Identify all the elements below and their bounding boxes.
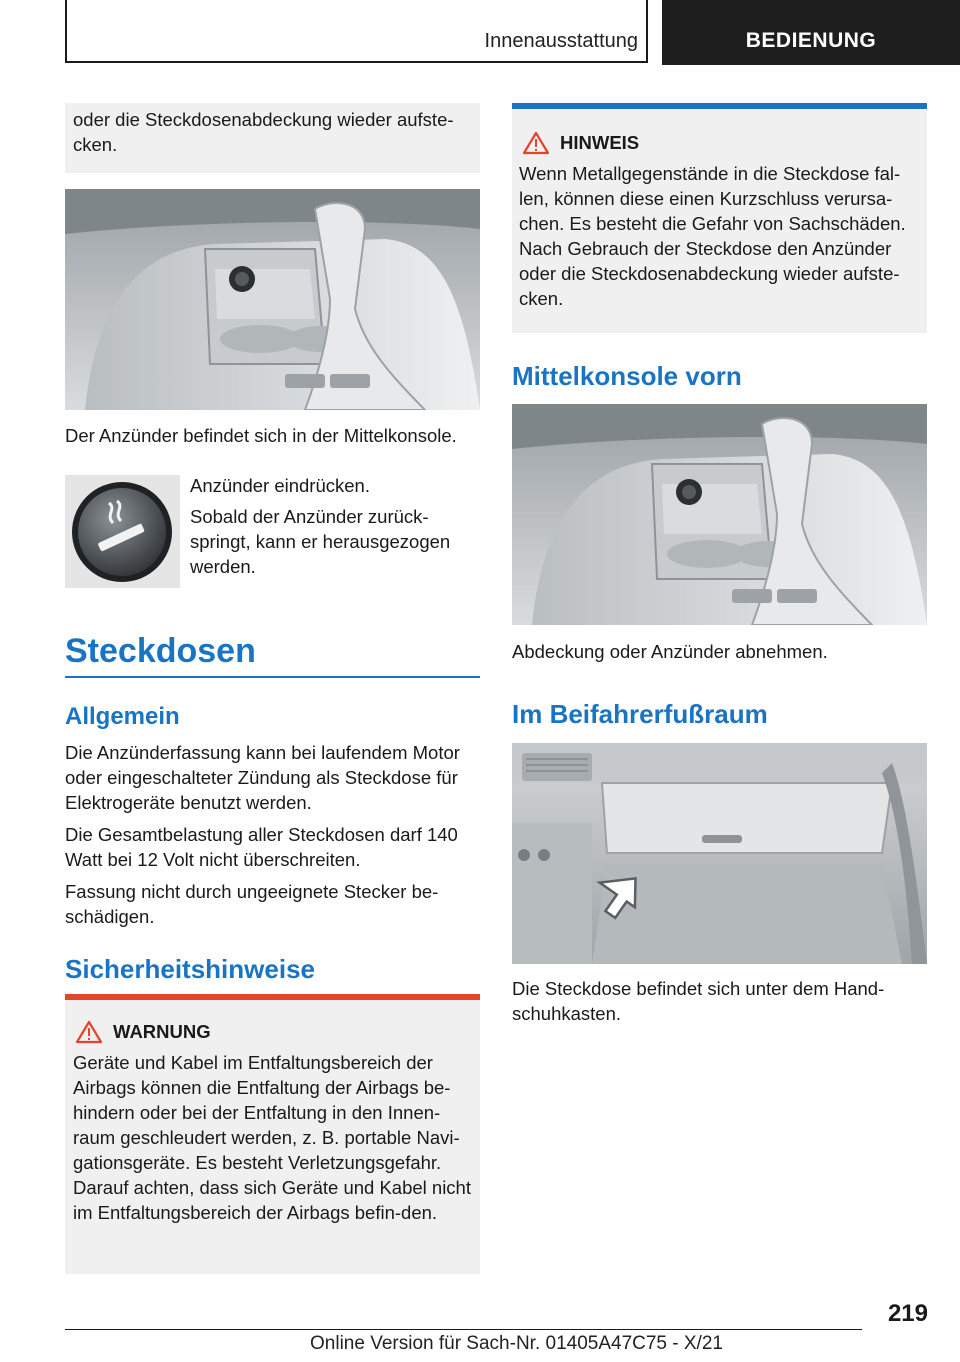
heading-sicherheitshinweise: Sicherheitshinweise [65,954,315,984]
center-console-lighter-photo [65,189,480,410]
photo1-caption: Der Anzünder befindet sich in der Mittelkonsole. [65,425,457,446]
warning-title-row [65,1000,480,1044]
center-console-socket-photo [512,404,927,625]
heading-allgemein: Allgemein [65,703,180,730]
photo2-caption: Abdeckung oder Anzünder abnehmen. [512,641,828,662]
heading-steckdosen: Steckdosen [65,632,256,670]
footer-rule [65,1329,862,1330]
warning-triangle-icon [75,1020,103,1044]
warning-box [65,994,480,1274]
hint-text: Wenn Metallgegenstände in die Steckdose fal‐len, können diese einen Kurzschluss verursa‐chen. Es besteht die Gefahr von Sachschäden. Nach Gebrauch der Steckdose den Anzünder oder die Steckdosenabdeckung wieder aufste‐cken. [519,163,906,309]
allgemein-paragraph-3: Fassung nicht durch ungeeignete Stecker be‐schädigen. [65,881,439,927]
passenger-footwell-photo [512,743,927,964]
lighter-icon-panel [65,475,180,588]
header-chapter-tab: BEDIENUNG [662,0,960,65]
heading-beifahrerfussraum: Im Beifahrerfußraum [512,699,768,729]
warning-text: Geräte und Kabel im Entfaltungsbereich der Airbags können die Entfaltung der Airbags be‐hindern oder bei der Entfaltung in den Innen‐raum geschleudert werden, z. B. portable Navi‐gationsgeräte. Es besteht Verletzungsgefahr. Darauf achten, dass sich Geräte und Kabel nicht im Entfaltungsbereich der Airbags befin‐den. [73,1052,471,1223]
page-number: 219 [887,1300,928,1327]
warning-title: WARNUNG [113,1021,211,1042]
footer-online-version: Online Version für Sach-Nr. 01405A47C75 - X/21 [310,1333,723,1354]
continued-note-text: oder die Steckdosenabdeckung wieder aufste‐cken. [73,109,454,155]
step-2: Sobald der Anzünder zurück‐springt, kann er herausgezogen werden. [190,506,451,577]
hint-title-row [512,109,927,155]
heading-mittelkonsole: Mittelkonsole vorn [512,361,742,391]
cigarette-lighter-icon [65,475,180,588]
header-section-title: Innenausstattung [484,30,638,52]
allgemein-paragraph-1: Die Anzünderfassung kann bei laufendem Motor oder eingeschalteter Zündung als Steckdose für Elektrogeräte benutzt werden. [65,742,460,813]
hint-box [512,103,927,333]
allgemein-paragraph-2: Die Gesamtbelastung aller Steckdosen darf 140 Watt bei 12 Volt nicht überschreiten. [65,824,458,870]
hint-triangle-icon [522,131,550,155]
hint-title: HINWEIS [560,132,640,153]
continued-note-box [65,103,480,173]
heading-rule [65,676,480,678]
photo3-caption: Die Steckdose befindet sich unter dem Hand‐schuhkasten. [512,978,885,1024]
step-1: Anzünder eindrücken. [190,475,370,496]
